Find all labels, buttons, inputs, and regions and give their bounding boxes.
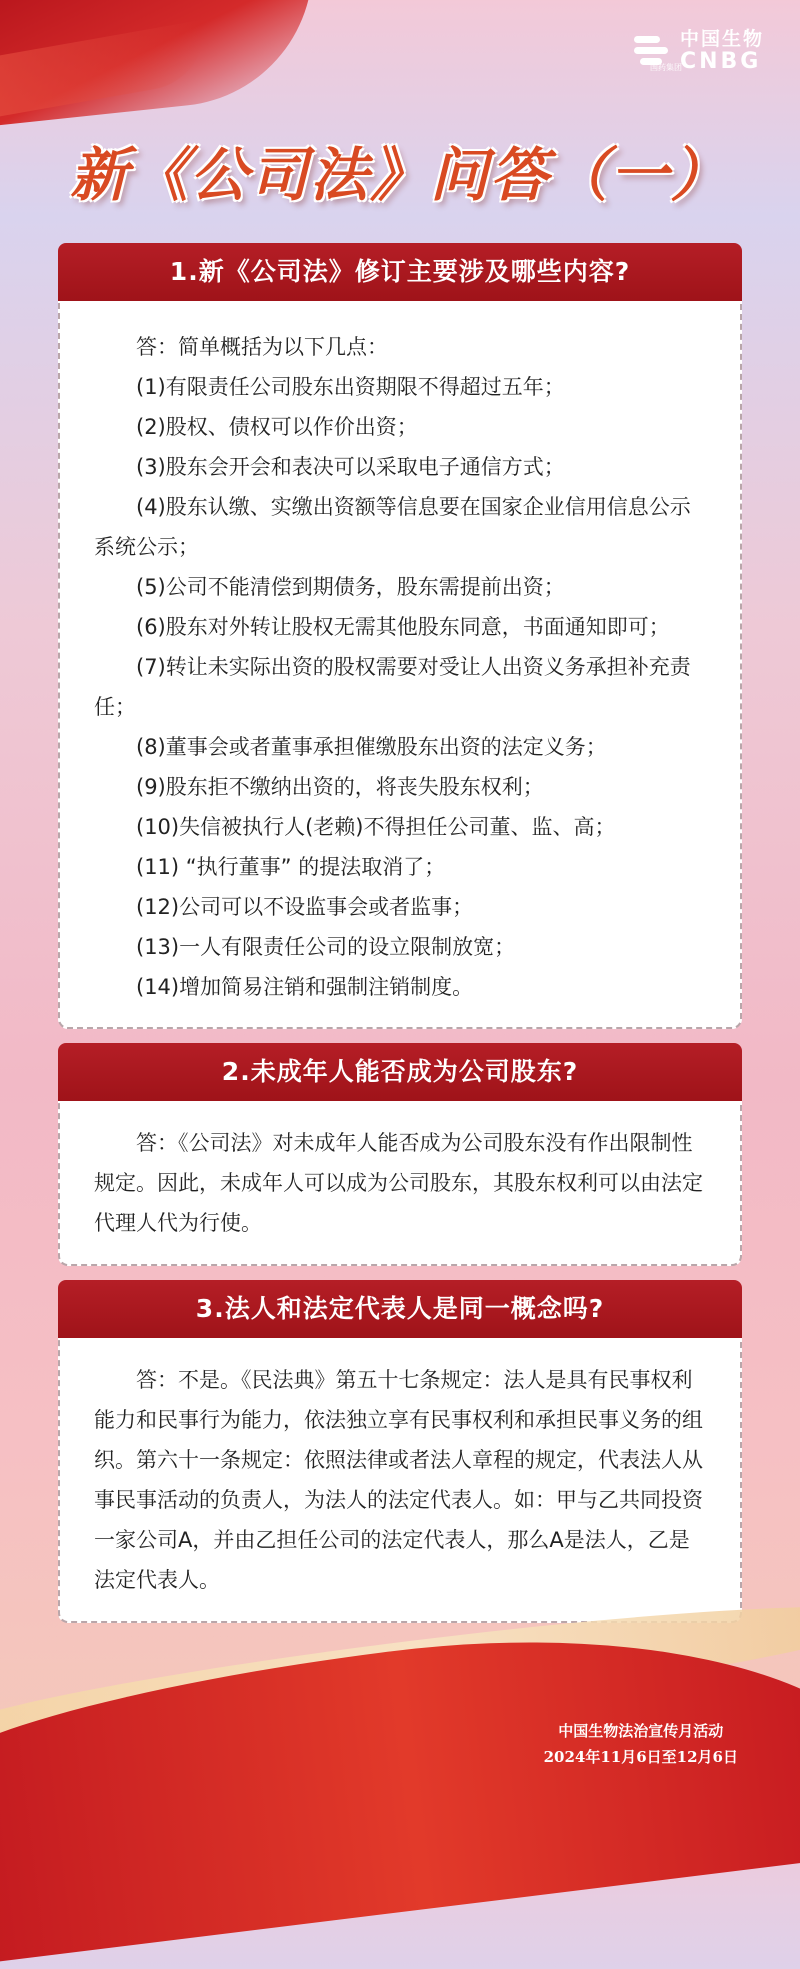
list-item: (5)公司不能清偿到期债务，股东需提前出资； [136, 575, 565, 599]
footer [544, 1718, 738, 1770]
brand-name-en: CNBG [679, 49, 762, 74]
qa-card-3 [58, 1280, 742, 1623]
list-item: (9)股东拒不缴纳出资的，将丧失股东权利； [136, 775, 544, 799]
qa-heading-1: 1.新《公司法》修订主要涉及哪些内容? [58, 243, 742, 301]
brand-name-cn: 中国生物 [679, 28, 764, 50]
list-item: (3)股东会开会和表决可以采取电子通信方式； [136, 455, 565, 479]
footer-dates: 2024年11月6日至12月6日 [543, 1748, 738, 1766]
list-item: (14)增加简易注销和强制注销制度。 [136, 975, 474, 999]
brand-group: 国药集团 [650, 63, 682, 72]
answer-intro: 答：简单概括为以下几点： [136, 335, 388, 359]
qa-heading-3: 3.法人和法定代表人是同一概念吗? [58, 1280, 742, 1338]
qa-answer-1 [60, 301, 740, 1017]
list-item: (10)失信被执行人(老赖)不得担任公司董、监、高； [136, 815, 616, 839]
qa-answer-3: 答：不是。《民法典》第五十七条规定：法人是具有民事权利能力和民事行为能力，依法独立享有民事权利和承担民事义务的组织。第六十一条规定：依照法律或者法人章程的规定，代表法人从事民事活动的负责人，为法人的法定代表人。如：甲与乙共同投资一家公司A，并由乙担任公司的法定代表人，那么A是法人，乙是法定代表人。 [94, 1368, 703, 1592]
list-item: (11) “执行董事” 的提法取消了； [136, 855, 446, 879]
page-title: 新《公司法》问答（一） [69, 141, 730, 209]
qa-answer-2: 答：《公司法》对未成年人能否成为公司股东没有作出限制性规定。因此，未成年人可以成为公司股东，其股东权利可以由法定代理人代为行使。 [94, 1131, 703, 1235]
qa-heading-2: 2.未成年人能否成为公司股东? [58, 1043, 742, 1101]
list-item: (2)股权、债权可以作价出资； [136, 415, 418, 439]
list-item: (13)一人有限责任公司的设立限制放宽； [136, 935, 516, 959]
qa-card-1 [58, 243, 742, 1029]
list-item: (8)董事会或者董事承担催缴股东出资的法定义务； [136, 735, 607, 759]
list-item: (6)股东对外转让股权无需其他股东同意，书面通知即可； [136, 615, 670, 639]
list-item: (4)股东认缴、实缴出资额等信息要在国家企业信用信息公示系统公示； [94, 495, 691, 559]
list-item: (7)转让未实际出资的股权需要对受让人出资义务承担补充责任； [94, 655, 691, 719]
list-item: (12)公司可以不设监事会或者监事； [136, 895, 474, 919]
footer-campaign: 中国生物法治宣传月活动 [558, 1722, 724, 1740]
list-item: (1)有限责任公司股东出资期限不得超过五年； [136, 375, 565, 399]
qa-card-2 [58, 1043, 742, 1266]
